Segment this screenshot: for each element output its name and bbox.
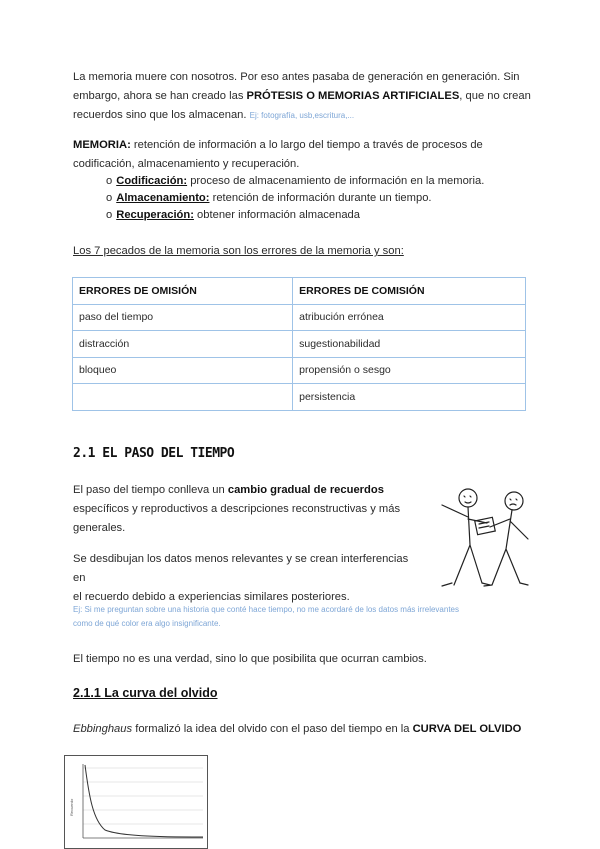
- p1-text: El paso del tiempo conlleva un: [73, 484, 228, 496]
- p1-line-2: específicos y reproductivos a descripciones reconstructivas y más: [73, 503, 401, 515]
- left-figure-feet: [442, 583, 490, 586]
- list-item: [106, 190, 484, 207]
- artificial-memories-term: PRÓTESIS O MEMORIAS ARTIFICIALES: [246, 90, 460, 102]
- intro-line-1: La memoria muere con nosotros. Por eso antes pasaba de generación en generación. Sin: [73, 71, 520, 83]
- list-item: [106, 207, 484, 224]
- header-commission: ERRORES DE COMISIÓN: [293, 278, 526, 305]
- table-header-row: [73, 278, 526, 305]
- memory-process-list: [106, 173, 484, 224]
- chart-y-label: Recuerdo: [69, 798, 74, 816]
- intro-text: embargo, ahora se han creado las: [73, 90, 247, 102]
- p1-bold: cambio gradual de recuerdos: [227, 484, 384, 496]
- note-line-1: Ej: Si me preguntan sobre una historia que conté hace tiempo, no me acordaré de los datos más irrelevantes: [73, 605, 459, 614]
- bullet: o: [106, 192, 113, 204]
- table-cell: atribución errónea: [293, 304, 526, 331]
- header-omission: ERRORES DE OMISIÓN: [73, 278, 293, 305]
- table-row: [73, 331, 526, 358]
- memoria-definition: [73, 136, 533, 174]
- right-figure-head: [505, 492, 523, 510]
- p2-line-2: el recuerdo debido a experiencias similares posteriores.: [73, 591, 350, 603]
- right-figure-body: [490, 510, 528, 585]
- p1-line-1: [73, 481, 423, 500]
- table-row: [73, 304, 526, 331]
- table-cell: sugestionabilidad: [293, 331, 526, 358]
- list-text: proceso de almacenamiento de información en la memoria.: [187, 175, 485, 187]
- list-item: [106, 173, 484, 190]
- right-figure-feet: [484, 583, 528, 586]
- table-cell: propensión o sesgo: [293, 357, 526, 384]
- intro-text: recuerdos sino que los almacenan.: [73, 109, 250, 121]
- sins-intro: Los 7 pecados de la memoria son los errores de la memoria y son:: [73, 245, 404, 257]
- list-text: retención de información durante un tiempo.: [209, 192, 432, 204]
- left-figure-head: [459, 489, 477, 507]
- table-row: [73, 357, 526, 384]
- intro-text: , que no crean: [459, 90, 531, 102]
- example-note-block: [73, 603, 533, 631]
- bullet: o: [106, 175, 113, 187]
- list-term: Recuperación:: [116, 209, 194, 221]
- p1-line-3: generales.: [73, 522, 126, 534]
- memory-sins-table: [72, 277, 526, 411]
- stick-figures-illustration: [432, 483, 532, 588]
- table-cell: persistencia: [293, 384, 526, 411]
- left-figure-face: [464, 496, 471, 503]
- list-text: obtener información almacenada: [193, 209, 361, 221]
- memoria-term: MEMORIA:: [73, 139, 131, 151]
- list-term: Almacenamiento:: [116, 192, 210, 204]
- ebbinghaus-name: Ebbinghaus: [73, 723, 133, 735]
- note-line-2: como de qué color era algo insignificante.: [73, 619, 221, 628]
- chart-gridlines: [83, 768, 203, 824]
- list-term: Codificación:: [116, 175, 188, 187]
- section-paragraph-2: [73, 550, 423, 607]
- table-cell: [73, 384, 293, 411]
- intro-line-3: [73, 106, 533, 125]
- forgetting-curve-chart: [64, 755, 208, 849]
- right-figure-face: [510, 499, 517, 505]
- intro-paragraph: [73, 68, 533, 125]
- ebbinghaus-text: formalizó la idea del olvido con el paso del tiempo en la: [132, 723, 413, 735]
- table-cell: distracción: [73, 331, 293, 358]
- table-cell: paso del tiempo: [73, 304, 293, 331]
- p2-line-1: Se desdibujan los datos menos relevantes y se crean interferencias en: [73, 553, 409, 584]
- table-row: [73, 384, 526, 411]
- memoria-def: retención de información a lo largo del tiempo a través de procesos de: [130, 139, 483, 151]
- table-cell: bloqueo: [73, 357, 293, 384]
- section-paragraph-3: El tiempo no es una verdad, sino lo que posibilita que ocurran cambios.: [73, 653, 427, 665]
- section-heading: 2.1 EL PASO DEL TIEMPO: [73, 446, 235, 461]
- intro-line-2: [73, 87, 533, 106]
- section-paragraph-1: [73, 481, 423, 538]
- memoria-line-1: [73, 136, 533, 155]
- memoria-line-2: codificación, almacenamiento y recuperación.: [73, 158, 300, 170]
- held-object-lines: [479, 522, 489, 528]
- subsection-heading: 2.1.1 La curva del olvido: [73, 686, 218, 700]
- example-note: Ej: fotografía, usb,escritura,...: [249, 111, 355, 120]
- ebbinghaus-paragraph: [73, 720, 543, 739]
- bullet: o: [106, 209, 113, 221]
- forgetting-curve-term: CURVA DEL OLVIDO: [412, 723, 522, 735]
- forgetting-curve-line: [85, 765, 203, 837]
- left-figure-body: [442, 505, 487, 585]
